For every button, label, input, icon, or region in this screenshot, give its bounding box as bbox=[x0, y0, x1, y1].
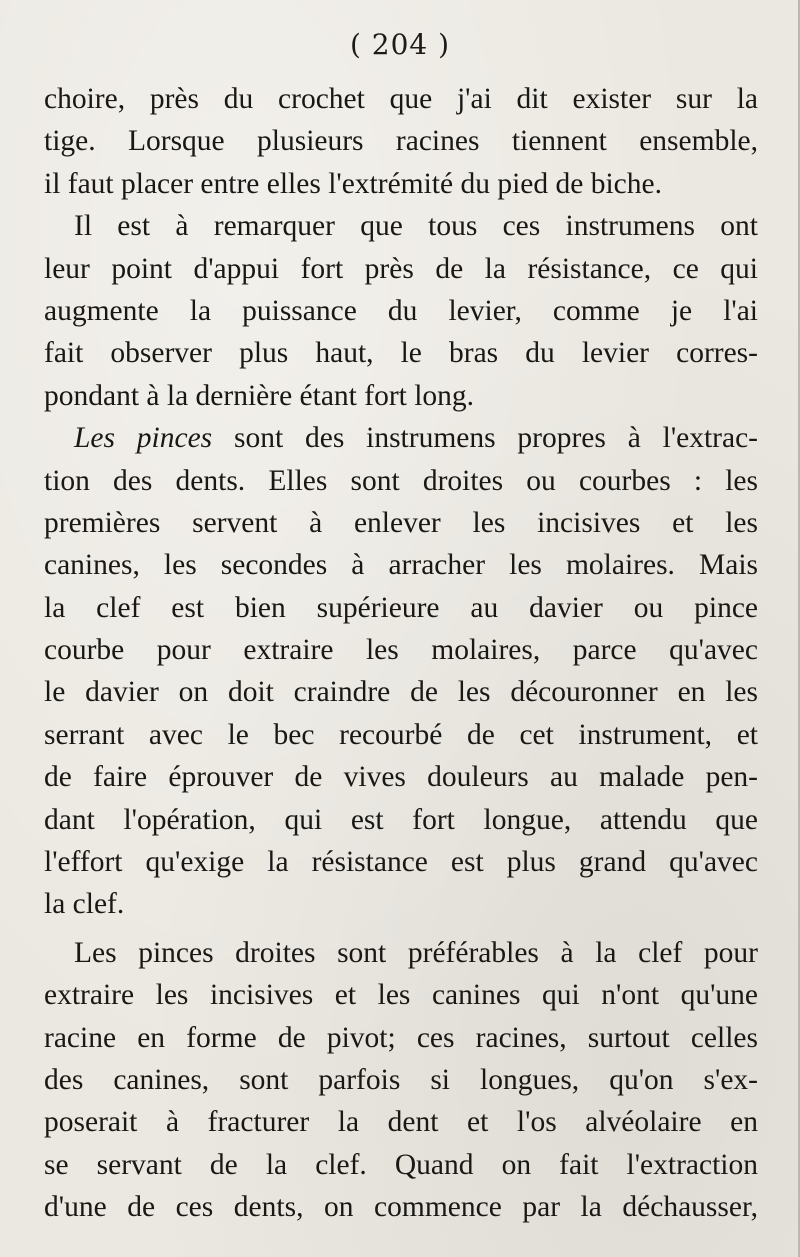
text-line: poserait à fracturer la dent et l'os alvéolaire en bbox=[44, 1106, 758, 1139]
text-line: serrant avec le bec recourbé de cet instrument, et bbox=[44, 718, 758, 751]
paragraph-3 bbox=[44, 417, 758, 926]
text-line: dant l'opération, qui est fort longue, attendu que bbox=[44, 803, 758, 836]
text-line: augmente la puissance du levier, comme je l'ai bbox=[44, 294, 758, 327]
text-line: racine en forme de pivot; ces racines, surtout celles bbox=[44, 1021, 758, 1054]
text-line: des canines, sont parfois si longues, qu'on s'ex- bbox=[44, 1063, 758, 1096]
page-number: ( 204 ) bbox=[349, 28, 451, 61]
italic-term: Les pinces bbox=[74, 422, 213, 455]
paragraph-4 bbox=[44, 932, 758, 1229]
text-line: tige. Lorsque plusieurs racines tiennent ensemble, bbox=[44, 125, 758, 158]
text-line: il faut placer entre elles l'extrémité du pied de biche. bbox=[44, 167, 662, 200]
text-line: extraire les incisives et les canines qui n'ont qu'une bbox=[44, 979, 758, 1012]
text-line: premières servent à enlever les incisives et les bbox=[44, 506, 758, 539]
text-line: Les pinces sont des instrumens propres à l'extrac- bbox=[74, 422, 759, 455]
text-line: courbe pour extraire les molaires, parce qu'avec bbox=[44, 634, 758, 667]
text-line: de faire éprouver de vives douleurs au malade pen- bbox=[44, 761, 758, 794]
page-text bbox=[44, 78, 758, 1229]
text-line: l'effort qu'exige la résistance est plus grand qu'avec bbox=[44, 846, 758, 879]
text-line: se servant de la clef. Quand on fait l'extraction bbox=[44, 1148, 758, 1181]
text-line: le davier on doit craindre de les découronner en les bbox=[44, 676, 758, 709]
text-line: tion des dents. Elles sont droites ou courbes : les bbox=[44, 464, 758, 497]
text-line: Il est à remarquer que tous ces instrumens ont bbox=[74, 210, 758, 243]
text-line: canines, les secondes à arracher les molaires. Mais bbox=[44, 549, 758, 582]
text-line: fait observer plus haut, le bras du levier corres- bbox=[44, 337, 758, 370]
paragraph-2 bbox=[44, 205, 758, 417]
text-line: leur point d'appui fort près de la résistance, ce qui bbox=[44, 252, 758, 285]
text-line: pondant à la dernière étant fort long. bbox=[44, 379, 475, 412]
paragraph-1 bbox=[44, 78, 758, 205]
text-line: la clef. bbox=[44, 888, 125, 921]
text-line: choire, près du crochet que j'ai dit exister sur la bbox=[44, 83, 758, 115]
text-line: d'une de ces dents, on commence par la déchausser, bbox=[44, 1191, 758, 1224]
text-line: la clef est bien supérieure au davier ou pince bbox=[44, 591, 758, 624]
text-line: Les pinces droites sont préférables à la clef pour bbox=[74, 936, 758, 969]
